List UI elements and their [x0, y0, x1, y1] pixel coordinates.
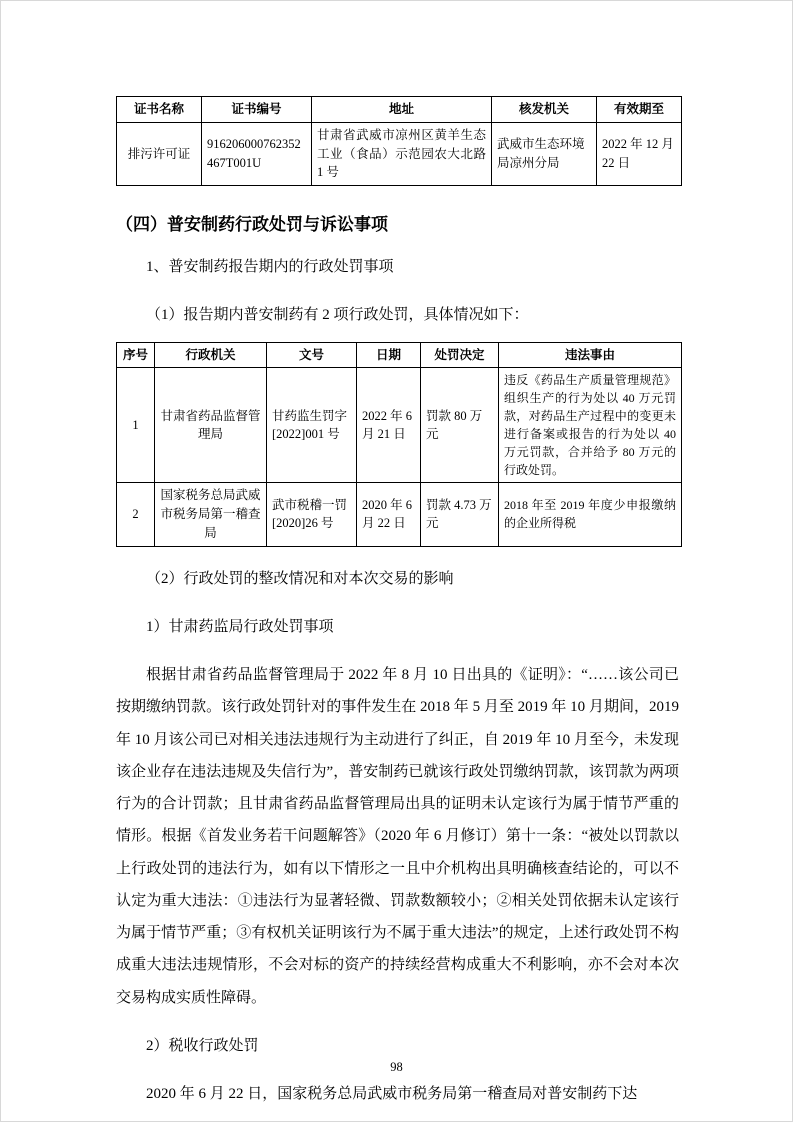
penalty-reason-cell: 违反《药品生产质量管理规范》组织生产的行为处以 40 万元罚款，对药品生产过程中的变更未进行备案或报告的行为处以 40 万元罚款，合并给予 80 万元的行政处罚。	[499, 368, 682, 483]
cert-col-address: 地址	[312, 97, 492, 123]
cert-number-cell: 916206000762352467T001U	[202, 122, 312, 185]
cert-authority-cell: 武威市生态环境局凉州分局	[492, 122, 597, 185]
penalty-row-1	[117, 368, 682, 483]
paragraph-drug-penalty: 根据甘肃省药品监督管理局于 2022 年 8 月 10 日出具的《证明》：“……该公司已按期缴纳罚款。该行政处罚针对的事件发生在 2018 年 5 月至 2019 年 10 月期间，2019 年 10 月该公司已对相关违法违规行为主动进行了纠正，自 2019 年 10 月至今，未发现该企业存在违法违规及失信行为”，普安制药已就该行政处罚缴纳罚款，该罚款为两项行为的合计罚款；且甘肃省药品监督管理局出具的证明未认定该行为属于情节严重的情形。根据《首发业务若干问题解答》（2020 年 6 月修订）第十一条：“被处以罚款以上行政处罚的违法行为，如有以下情形之一且中介机构出具明确核查结论的，可以不认定为重大违法：①违法行为显著轻微、罚款数额较小；②相关处罚依据未认定该行为属于情节严重；③有权机关证明该行为不属于重大违法”的规定，上述行政处罚不构成重大违法违规情形，不会对标的资产的持续经营构成重大不利影响，亦不会对本次交易构成实质性障碍。	[116, 667, 679, 1006]
paragraph-tax-penalty: 2020 年 6 月 22 日，国家税务总局武威市税务局第一稽查局对普安制药下达	[146, 1086, 638, 1102]
penalty-reason-cell: 2018 年至 2019 年度少申报缴纳的企业所得税	[499, 483, 682, 546]
page-number: 98	[390, 1060, 403, 1074]
cert-col-authority: 核发机关	[492, 97, 597, 123]
penalty-table	[116, 342, 682, 547]
penalty-date-cell: 2020 年 6 月 22 日	[357, 483, 421, 546]
penalty-col-docno: 文号	[267, 342, 357, 368]
cert-table	[116, 96, 682, 186]
sub-item-2: 2）税收行政处罚	[146, 1037, 259, 1054]
penalty-docno-cell: 甘药监生罚字[2022]001 号	[267, 368, 357, 483]
penalty-date-cell: 2022 年 6 月 21 日	[357, 368, 421, 483]
cert-col-name: 证书名称	[117, 97, 202, 123]
penalty-col-no: 序号	[117, 342, 155, 368]
penalty-col-authority: 行政机关	[155, 342, 267, 368]
penalty-col-decision: 处罚决定	[421, 342, 499, 368]
penalty-decision-cell: 罚款 4.73 万元	[421, 483, 499, 546]
cert-valid-cell: 2022 年 12 月 22 日	[597, 122, 682, 185]
penalty-row-2	[117, 483, 682, 546]
penalty-col-reason: 违法事由	[499, 342, 682, 368]
penalty-decision-cell: 罚款 80 万元	[421, 368, 499, 483]
penalty-authority-cell: 国家税务总局武威市税务局第一稽查局	[155, 483, 267, 546]
penalty-col-date: 日期	[357, 342, 421, 368]
cert-table-row	[117, 122, 682, 185]
section-heading: （四）普安制药行政处罚与诉讼事项	[116, 215, 388, 234]
item-1-2: （2）行政处罚的整改情况和对本次交易的影响	[146, 570, 454, 587]
cert-name-cell: 排污许可证	[117, 122, 202, 185]
penalty-authority-cell: 甘肃省药品监督管理局	[155, 368, 267, 483]
penalty-no-cell: 1	[117, 368, 155, 483]
cert-col-valid: 有效期至	[597, 97, 682, 123]
sub-item-1: 1）甘肃药监局行政处罚事项	[146, 618, 334, 635]
item-1-1: （1）报告期内普安制药有 2 项行政处罚，具体情况如下：	[146, 307, 529, 324]
penalty-no-cell: 2	[117, 483, 155, 546]
penalty-table-header-row	[117, 342, 682, 368]
penalty-docno-cell: 武市税稽一罚[2020]26 号	[267, 483, 357, 546]
item-1: 1、普安制药报告期内的行政处罚事项	[146, 259, 394, 275]
cert-address-cell: 甘肃省武威市凉州区黄羊生态工业（食品）示范园农大北路 1 号	[312, 122, 492, 185]
cert-table-header-row	[117, 97, 682, 123]
cert-col-number: 证书编号	[202, 97, 312, 123]
